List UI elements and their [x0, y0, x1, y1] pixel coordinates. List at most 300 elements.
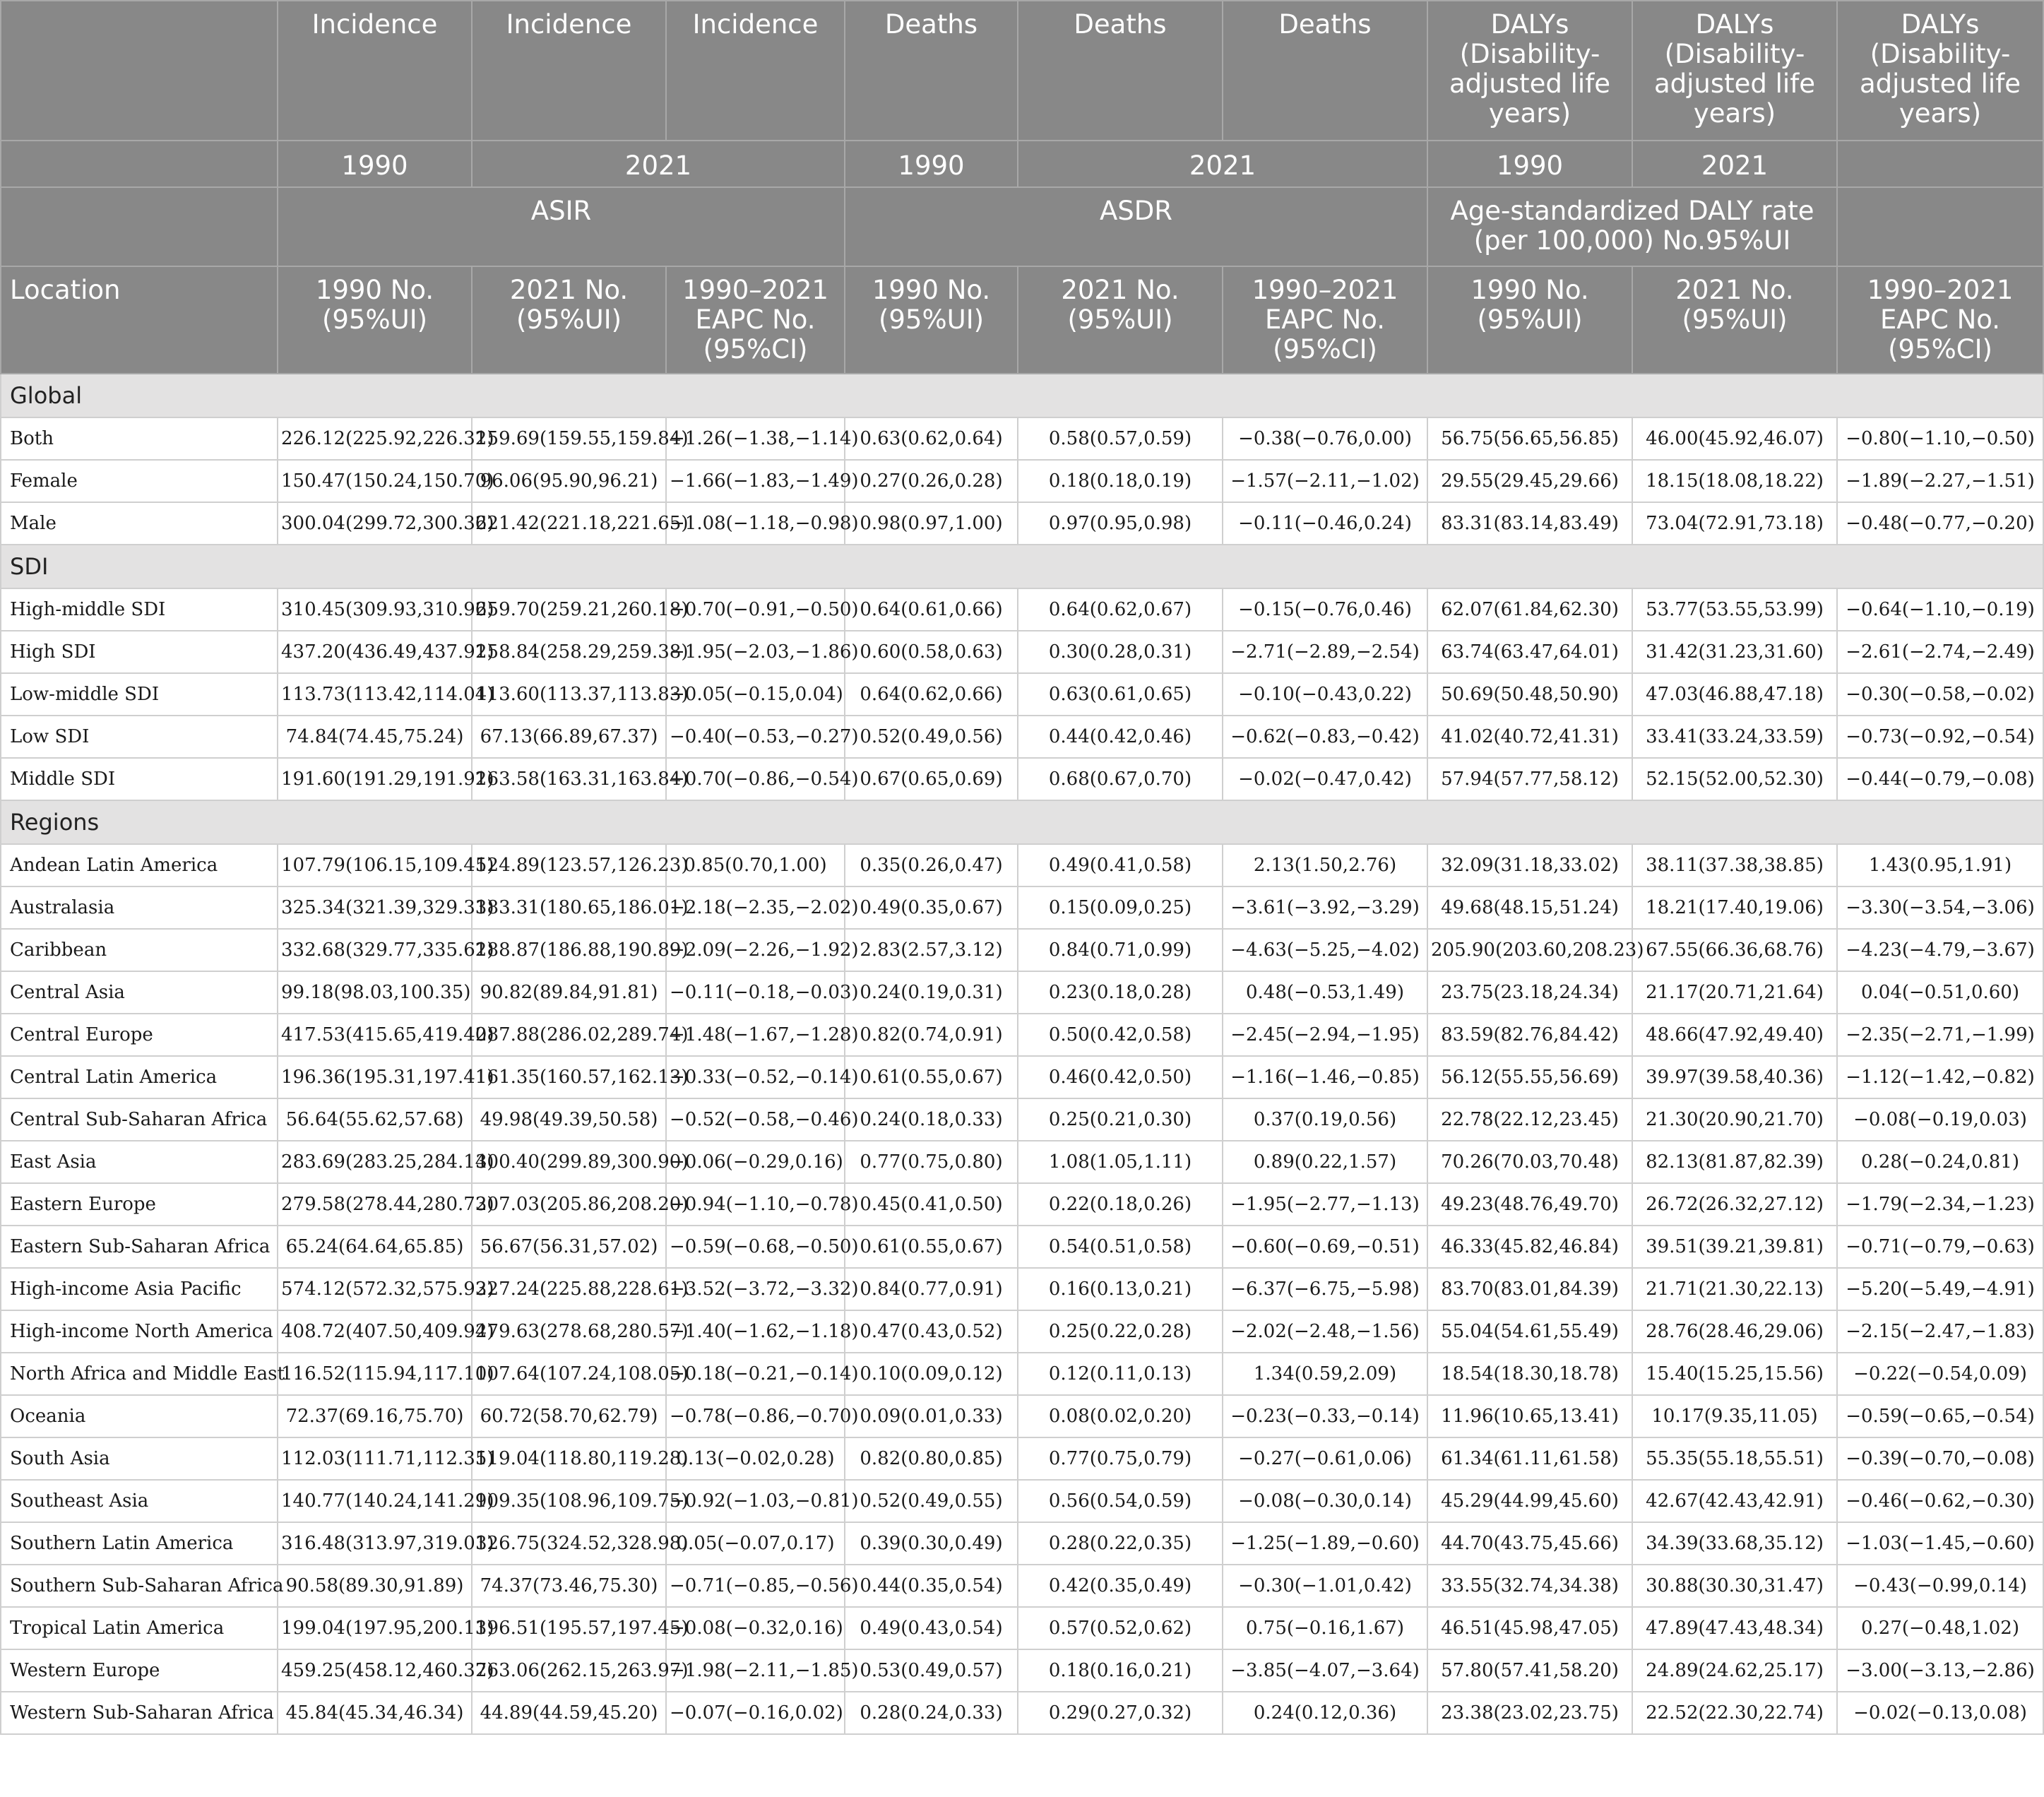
table-row — [1, 502, 2043, 545]
value-cell: 300.40(299.89,300.90) — [472, 1141, 666, 1183]
header-blank — [1837, 187, 2043, 266]
value-cell: 33.55(32.74,34.38) — [1427, 1565, 1632, 1607]
location-cell: High-income North America — [1, 1310, 278, 1353]
value-cell: 0.45(0.41,0.50) — [845, 1183, 1018, 1226]
table-row — [1, 1522, 2043, 1565]
value-cell: 0.48(−0.53,1.49) — [1223, 971, 1427, 1014]
value-cell: −0.02(−0.13,0.08) — [1837, 1692, 2043, 1734]
location-cell: Female — [1, 460, 278, 502]
value-cell: −0.15(−0.76,0.46) — [1223, 588, 1427, 631]
section-row — [1, 545, 2043, 588]
value-cell: −1.48(−1.67,−1.28) — [666, 1014, 845, 1056]
location-cell: Middle SDI — [1, 758, 278, 800]
table-header — [1, 1, 2043, 374]
value-cell: 49.23(48.76,49.70) — [1427, 1183, 1632, 1226]
location-cell: Southern Sub-Saharan Africa — [1, 1565, 278, 1607]
value-cell: 0.58(0.57,0.59) — [1018, 417, 1223, 460]
value-cell: −1.08(−1.18,−0.98) — [666, 502, 845, 545]
value-cell: −0.22(−0.54,0.09) — [1837, 1353, 2043, 1395]
value-cell: 0.46(0.42,0.50) — [1018, 1056, 1223, 1098]
value-cell: 227.24(225.88,228.61) — [472, 1268, 666, 1310]
value-cell: 55.04(54.61,55.49) — [1427, 1310, 1632, 1353]
value-cell: 332.68(329.77,335.62) — [278, 929, 472, 971]
header-year: 2021 — [472, 141, 845, 187]
value-cell: −0.43(−0.99,0.14) — [1837, 1565, 2043, 1607]
header-row-metric — [1, 187, 2043, 266]
value-cell: 83.70(83.01,84.39) — [1427, 1268, 1632, 1310]
value-cell: 39.97(39.58,40.36) — [1632, 1056, 1837, 1098]
value-cell: 279.58(278.44,280.73) — [278, 1183, 472, 1226]
value-cell: −0.48(−0.77,−0.20) — [1837, 502, 2043, 545]
section-row — [1, 374, 2043, 417]
table-row — [1, 758, 2043, 800]
value-cell: 0.08(0.02,0.20) — [1018, 1395, 1223, 1437]
header-year: 1990 — [278, 141, 472, 187]
value-cell: −0.70(−0.91,−0.50) — [666, 588, 845, 631]
value-cell: −1.66(−1.83,−1.49) — [666, 460, 845, 502]
value-cell: 417.53(415.65,419.40) — [278, 1014, 472, 1056]
value-cell: 0.64(0.61,0.66) — [845, 588, 1018, 631]
value-cell: 73.04(72.91,73.18) — [1632, 502, 1837, 545]
value-cell: 42.67(42.43,42.91) — [1632, 1480, 1837, 1522]
value-cell: 263.06(262.15,263.97) — [472, 1649, 666, 1692]
value-cell: 0.49(0.41,0.58) — [1018, 844, 1223, 886]
value-cell: 0.53(0.49,0.57) — [845, 1649, 1018, 1692]
value-cell: 0.77(0.75,0.80) — [845, 1141, 1018, 1183]
value-cell: 316.48(313.97,319.01) — [278, 1522, 472, 1565]
value-cell: 1.34(0.59,2.09) — [1223, 1353, 1427, 1395]
value-cell: 18.21(17.40,19.06) — [1632, 886, 1837, 929]
value-cell: 107.79(106.15,109.45) — [278, 844, 472, 886]
value-cell: 62.07(61.84,62.30) — [1427, 588, 1632, 631]
value-cell: 46.33(45.82,46.84) — [1427, 1226, 1632, 1268]
value-cell: −0.08(−0.19,0.03) — [1837, 1098, 2043, 1141]
value-cell: 0.42(0.35,0.49) — [1018, 1565, 1223, 1607]
value-cell: 82.13(81.87,82.39) — [1632, 1141, 1837, 1183]
value-cell: −0.18(−0.21,−0.14) — [666, 1353, 845, 1395]
value-cell: 15.40(15.25,15.56) — [1632, 1353, 1837, 1395]
header-column: 1990 No.(95%UI) — [1427, 266, 1632, 374]
header-deaths: Deaths — [1018, 1, 1223, 141]
value-cell: 0.61(0.55,0.67) — [845, 1226, 1018, 1268]
value-cell: 0.24(0.19,0.31) — [845, 971, 1018, 1014]
value-cell: 205.90(203.60,208.23) — [1427, 929, 1632, 971]
value-cell: 196.36(195.31,197.41) — [278, 1056, 472, 1098]
header-row-year — [1, 141, 2043, 187]
header-blank — [1837, 141, 2043, 187]
location-cell: Male — [1, 502, 278, 545]
value-cell: 150.47(150.24,150.70) — [278, 460, 472, 502]
value-cell: 300.04(299.72,300.36) — [278, 502, 472, 545]
value-cell: 0.64(0.62,0.66) — [845, 673, 1018, 716]
location-cell: Central Europe — [1, 1014, 278, 1056]
value-cell: 0.16(0.13,0.21) — [1018, 1268, 1223, 1310]
value-cell: 0.28(−0.24,0.81) — [1837, 1141, 2043, 1183]
table-row — [1, 971, 2043, 1014]
table-row — [1, 1649, 2043, 1692]
value-cell: 199.04(197.95,200.13) — [278, 1607, 472, 1649]
value-cell: 0.77(0.75,0.79) — [1018, 1437, 1223, 1480]
section-title: Regions — [1, 800, 2043, 844]
value-cell: 18.54(18.30,18.78) — [1427, 1353, 1632, 1395]
value-cell: 0.50(0.42,0.58) — [1018, 1014, 1223, 1056]
value-cell: 10.17(9.35,11.05) — [1632, 1395, 1837, 1437]
value-cell: 57.94(57.77,58.12) — [1427, 758, 1632, 800]
value-cell: 574.12(572.32,575.93) — [278, 1268, 472, 1310]
table-row — [1, 1056, 2043, 1098]
value-cell: 0.28(0.22,0.35) — [1018, 1522, 1223, 1565]
value-cell: 188.87(186.88,190.89) — [472, 929, 666, 971]
value-cell: −2.61(−2.74,−2.49) — [1837, 631, 2043, 673]
value-cell: 34.39(33.68,35.12) — [1632, 1522, 1837, 1565]
table-row — [1, 1353, 2043, 1395]
value-cell: 74.37(73.46,75.30) — [472, 1565, 666, 1607]
table-row — [1, 1014, 2043, 1056]
table-row — [1, 588, 2043, 631]
value-cell: −0.59(−0.65,−0.54) — [1837, 1395, 2043, 1437]
value-cell: 29.55(29.45,29.66) — [1427, 460, 1632, 502]
value-cell: −0.46(−0.62,−0.30) — [1837, 1480, 2043, 1522]
table-row — [1, 417, 2043, 460]
value-cell: 0.39(0.30,0.49) — [845, 1522, 1018, 1565]
value-cell: 31.42(31.23,31.60) — [1632, 631, 1837, 673]
value-cell: −0.23(−0.33,−0.14) — [1223, 1395, 1427, 1437]
value-cell: 163.58(163.31,163.84) — [472, 758, 666, 800]
value-cell: −2.09(−2.26,−1.92) — [666, 929, 845, 971]
value-cell: 83.31(83.14,83.49) — [1427, 502, 1632, 545]
value-cell: 28.76(28.46,29.06) — [1632, 1310, 1837, 1353]
value-cell: 0.52(0.49,0.55) — [845, 1480, 1018, 1522]
value-cell: 49.68(48.15,51.24) — [1427, 886, 1632, 929]
value-cell: 191.60(191.29,191.92) — [278, 758, 472, 800]
value-cell: 47.03(46.88,47.18) — [1632, 673, 1837, 716]
value-cell: −0.73(−0.92,−0.54) — [1837, 716, 2043, 758]
table-row — [1, 673, 2043, 716]
table-row — [1, 716, 2043, 758]
value-cell: −6.37(−6.75,−5.98) — [1223, 1268, 1427, 1310]
value-cell: 56.64(55.62,57.68) — [278, 1098, 472, 1141]
value-cell: 83.59(82.76,84.42) — [1427, 1014, 1632, 1056]
location-cell: Oceania — [1, 1395, 278, 1437]
section-title: Global — [1, 374, 2043, 417]
value-cell: 0.23(0.18,0.28) — [1018, 971, 1223, 1014]
section-row — [1, 800, 2043, 844]
value-cell: −0.06(−0.29,0.16) — [666, 1141, 845, 1183]
section-title: SDI — [1, 545, 2043, 588]
location-cell: Low SDI — [1, 716, 278, 758]
value-cell: 0.85(0.70,1.00) — [666, 844, 845, 886]
value-cell: 113.73(113.42,114.04) — [278, 673, 472, 716]
value-cell: −0.02(−0.47,0.42) — [1223, 758, 1427, 800]
value-cell: 326.75(324.52,328.98) — [472, 1522, 666, 1565]
location-cell: Caribbean — [1, 929, 278, 971]
value-cell: 113.60(113.37,113.83) — [472, 673, 666, 716]
value-cell: −0.60(−0.69,−0.51) — [1223, 1226, 1427, 1268]
value-cell: 0.75(−0.16,1.67) — [1223, 1607, 1427, 1649]
value-cell: −0.40(−0.53,−0.27) — [666, 716, 845, 758]
value-cell: 0.61(0.55,0.67) — [845, 1056, 1018, 1098]
value-cell: −3.61(−3.92,−3.29) — [1223, 886, 1427, 929]
value-cell: 44.89(44.59,45.20) — [472, 1692, 666, 1734]
table-row — [1, 1395, 2043, 1437]
table-body — [1, 374, 2043, 1734]
value-cell: 0.28(0.24,0.33) — [845, 1692, 1018, 1734]
value-cell: 56.12(55.55,56.69) — [1427, 1056, 1632, 1098]
value-cell: −3.30(−3.54,−3.06) — [1837, 886, 2043, 929]
value-cell: −4.23(−4.79,−3.67) — [1837, 929, 2043, 971]
value-cell: −0.70(−0.86,−0.54) — [666, 758, 845, 800]
value-cell: −3.00(−3.13,−2.86) — [1837, 1649, 2043, 1692]
table-row — [1, 1098, 2043, 1141]
table-row — [1, 1437, 2043, 1480]
value-cell: 0.84(0.77,0.91) — [845, 1268, 1018, 1310]
value-cell: 283.69(283.25,284.14) — [278, 1141, 472, 1183]
value-cell: 0.09(0.01,0.33) — [845, 1395, 1018, 1437]
value-cell: −0.10(−0.43,0.22) — [1223, 673, 1427, 716]
value-cell: −1.03(−1.45,−0.60) — [1837, 1522, 2043, 1565]
value-cell: 30.88(30.30,31.47) — [1632, 1565, 1837, 1607]
value-cell: 0.44(0.42,0.46) — [1018, 716, 1223, 758]
value-cell: 65.24(64.64,65.85) — [278, 1226, 472, 1268]
value-cell: −0.38(−0.76,0.00) — [1223, 417, 1427, 460]
header-column: 1990–2021 EAPC No.(95%CI) — [1223, 266, 1427, 374]
value-cell: −0.78(−0.86,−0.70) — [666, 1395, 845, 1437]
value-cell: 70.26(70.03,70.48) — [1427, 1141, 1632, 1183]
value-cell: 22.52(22.30,22.74) — [1632, 1692, 1837, 1734]
value-cell: 119.04(118.80,119.28) — [472, 1437, 666, 1480]
value-cell: 408.72(407.50,409.94) — [278, 1310, 472, 1353]
location-cell: High-income Asia Pacific — [1, 1268, 278, 1310]
location-cell: Southeast Asia — [1, 1480, 278, 1522]
value-cell: −1.25(−1.89,−0.60) — [1223, 1522, 1427, 1565]
location-cell: Southern Latin America — [1, 1522, 278, 1565]
header-dalys: DALYs (Disability-adjusted life years) — [1837, 1, 2043, 141]
header-column: 2021 No.(95%UI) — [1632, 266, 1837, 374]
value-cell: 57.80(57.41,58.20) — [1427, 1649, 1632, 1692]
value-cell: 52.15(52.00,52.30) — [1632, 758, 1837, 800]
value-cell: 38.11(37.38,38.85) — [1632, 844, 1837, 886]
value-cell: −0.33(−0.52,−0.14) — [666, 1056, 845, 1098]
value-cell: 44.70(43.75,45.66) — [1427, 1522, 1632, 1565]
table-row — [1, 1268, 2043, 1310]
header-corner — [1, 1, 278, 141]
value-cell: 47.89(47.43,48.34) — [1632, 1607, 1837, 1649]
value-cell: 0.63(0.62,0.64) — [845, 417, 1018, 460]
header-daly-rate: Age-standardized DALY rate (per 100,000) No.95%UI — [1427, 187, 1837, 266]
value-cell: 0.24(0.18,0.33) — [845, 1098, 1018, 1141]
header-corner — [1, 141, 278, 187]
value-cell: −4.63(−5.25,−4.02) — [1223, 929, 1427, 971]
value-cell: 0.27(−0.48,1.02) — [1837, 1607, 2043, 1649]
table-row — [1, 1692, 2043, 1734]
value-cell: −2.71(−2.89,−2.54) — [1223, 631, 1427, 673]
value-cell: −0.07(−0.16,0.02) — [666, 1692, 845, 1734]
table-row — [1, 631, 2043, 673]
value-cell: 39.51(39.21,39.81) — [1632, 1226, 1837, 1268]
value-cell: −1.89(−2.27,−1.51) — [1837, 460, 2043, 502]
value-cell: 46.51(45.98,47.05) — [1427, 1607, 1632, 1649]
header-incidence: Incidence — [278, 1, 472, 141]
value-cell: 109.35(108.96,109.75) — [472, 1480, 666, 1522]
value-cell: −0.80(−1.10,−0.50) — [1837, 417, 2043, 460]
value-cell: 0.25(0.21,0.30) — [1018, 1098, 1223, 1141]
value-cell: 2.83(2.57,3.12) — [845, 929, 1018, 971]
location-cell: Western Europe — [1, 1649, 278, 1692]
value-cell: 0.27(0.26,0.28) — [845, 460, 1018, 502]
value-cell: 0.82(0.80,0.85) — [845, 1437, 1018, 1480]
value-cell: 0.57(0.52,0.62) — [1018, 1607, 1223, 1649]
header-asir: ASIR — [278, 187, 845, 266]
table-row — [1, 844, 2043, 886]
value-cell: −0.08(−0.30,0.14) — [1223, 1480, 1427, 1522]
value-cell: 53.77(53.55,53.99) — [1632, 588, 1837, 631]
location-cell: East Asia — [1, 1141, 278, 1183]
value-cell: 0.15(0.09,0.25) — [1018, 886, 1223, 929]
value-cell: 0.04(−0.51,0.60) — [1837, 971, 2043, 1014]
value-cell: 90.58(89.30,91.89) — [278, 1565, 472, 1607]
header-asdr: ASDR — [845, 187, 1427, 266]
value-cell: 0.67(0.65,0.69) — [845, 758, 1018, 800]
value-cell: −5.20(−5.49,−4.91) — [1837, 1268, 2043, 1310]
value-cell: 33.41(33.24,33.59) — [1632, 716, 1837, 758]
value-cell: 207.03(205.86,208.20) — [472, 1183, 666, 1226]
value-cell: 0.37(0.19,0.56) — [1223, 1098, 1427, 1141]
location-cell: Central Sub-Saharan Africa — [1, 1098, 278, 1141]
value-cell: 26.72(26.32,27.12) — [1632, 1183, 1837, 1226]
value-cell: −1.12(−1.42,−0.82) — [1837, 1056, 2043, 1098]
value-cell: −2.02(−2.48,−1.56) — [1223, 1310, 1427, 1353]
value-cell: 310.45(309.93,310.96) — [278, 588, 472, 631]
header-row-measure — [1, 1, 2043, 141]
value-cell: 0.52(0.49,0.56) — [845, 716, 1018, 758]
value-cell: 50.69(50.48,50.90) — [1427, 673, 1632, 716]
value-cell: −1.95(−2.77,−1.13) — [1223, 1183, 1427, 1226]
location-cell: Tropical Latin America — [1, 1607, 278, 1649]
location-cell: South Asia — [1, 1437, 278, 1480]
value-cell: 116.52(115.94,117.10) — [278, 1353, 472, 1395]
value-cell: 0.49(0.43,0.54) — [845, 1607, 1018, 1649]
value-cell: 90.82(89.84,91.81) — [472, 971, 666, 1014]
value-cell: 0.30(0.28,0.31) — [1018, 631, 1223, 673]
value-cell: −0.08(−0.32,0.16) — [666, 1607, 845, 1649]
header-year: 2021 — [1632, 141, 1837, 187]
location-cell: Eastern Europe — [1, 1183, 278, 1226]
value-cell: −0.92(−1.03,−0.81) — [666, 1480, 845, 1522]
value-cell: 124.89(123.57,126.23) — [472, 844, 666, 886]
value-cell: 325.34(321.39,329.33) — [278, 886, 472, 929]
value-cell: 0.84(0.71,0.99) — [1018, 929, 1223, 971]
value-cell: 287.88(286.02,289.74) — [472, 1014, 666, 1056]
value-cell: 112.03(111.71,112.35) — [278, 1437, 472, 1480]
table-row — [1, 929, 2043, 971]
value-cell: 67.55(66.36,68.76) — [1632, 929, 1837, 971]
header-incidence: Incidence — [666, 1, 845, 141]
value-cell: −2.18(−2.35,−2.02) — [666, 886, 845, 929]
value-cell: 45.29(44.99,45.60) — [1427, 1480, 1632, 1522]
header-corner — [1, 187, 278, 266]
value-cell: 72.37(69.16,75.70) — [278, 1395, 472, 1437]
value-cell: −3.52(−3.72,−3.32) — [666, 1268, 845, 1310]
value-cell: 55.35(55.18,55.51) — [1632, 1437, 1837, 1480]
value-cell: −0.05(−0.15,0.04) — [666, 673, 845, 716]
value-cell: 32.09(31.18,33.02) — [1427, 844, 1632, 886]
value-cell: 161.35(160.57,162.13) — [472, 1056, 666, 1098]
value-cell: 0.60(0.58,0.63) — [845, 631, 1018, 673]
value-cell: −0.30(−1.01,0.42) — [1223, 1565, 1427, 1607]
value-cell: 0.18(0.16,0.21) — [1018, 1649, 1223, 1692]
value-cell: 67.13(66.89,67.37) — [472, 716, 666, 758]
value-cell: −3.85(−4.07,−3.64) — [1223, 1649, 1427, 1692]
location-cell: High-middle SDI — [1, 588, 278, 631]
value-cell: −2.15(−2.47,−1.83) — [1837, 1310, 2043, 1353]
location-cell: Australasia — [1, 886, 278, 929]
value-cell: −0.30(−0.58,−0.02) — [1837, 673, 2043, 716]
header-row-columns — [1, 266, 2043, 374]
value-cell: 21.30(20.90,21.70) — [1632, 1098, 1837, 1141]
header-year: 2021 — [1018, 141, 1427, 187]
value-cell: −0.62(−0.83,−0.42) — [1223, 716, 1427, 758]
value-cell: −0.71(−0.79,−0.63) — [1837, 1226, 2043, 1268]
table-row — [1, 1565, 2043, 1607]
value-cell: 24.89(24.62,25.17) — [1632, 1649, 1837, 1692]
table-row — [1, 886, 2043, 929]
value-cell: −2.45(−2.94,−1.95) — [1223, 1014, 1427, 1056]
value-cell: 23.38(23.02,23.75) — [1427, 1692, 1632, 1734]
header-incidence: Incidence — [472, 1, 666, 141]
value-cell: −2.35(−2.71,−1.99) — [1837, 1014, 2043, 1056]
value-cell: 0.97(0.95,0.98) — [1018, 502, 1223, 545]
value-cell: 21.71(21.30,22.13) — [1632, 1268, 1837, 1310]
value-cell: 258.84(258.29,259.38) — [472, 631, 666, 673]
value-cell: 18.15(18.08,18.22) — [1632, 460, 1837, 502]
value-cell: 1.43(0.95,1.91) — [1837, 844, 2043, 886]
value-cell: 0.63(0.61,0.65) — [1018, 673, 1223, 716]
value-cell: 96.06(95.90,96.21) — [472, 460, 666, 502]
location-cell: North Africa and Middle East — [1, 1353, 278, 1395]
value-cell: 23.75(23.18,24.34) — [1427, 971, 1632, 1014]
header-column: 1990–2021 EAPC No.(95%CI) — [666, 266, 845, 374]
value-cell: 48.66(47.92,49.40) — [1632, 1014, 1837, 1056]
header-column: 2021 No.(95%UI) — [1018, 266, 1223, 374]
value-cell: 140.77(140.24,141.29) — [278, 1480, 472, 1522]
value-cell: −1.40(−1.62,−1.18) — [666, 1310, 845, 1353]
table-row — [1, 1183, 2043, 1226]
location-cell: Andean Latin America — [1, 844, 278, 886]
value-cell: 60.72(58.70,62.79) — [472, 1395, 666, 1437]
value-cell: 0.49(0.35,0.67) — [845, 886, 1018, 929]
value-cell: 221.42(221.18,221.65) — [472, 502, 666, 545]
location-cell: Low-middle SDI — [1, 673, 278, 716]
value-cell: 21.17(20.71,21.64) — [1632, 971, 1837, 1014]
value-cell: 0.12(0.11,0.13) — [1018, 1353, 1223, 1395]
value-cell: −0.11(−0.18,−0.03) — [666, 971, 845, 1014]
value-cell: 0.10(0.09,0.12) — [845, 1353, 1018, 1395]
value-cell: −1.16(−1.46,−0.85) — [1223, 1056, 1427, 1098]
location-cell: High SDI — [1, 631, 278, 673]
value-cell: −0.27(−0.61,0.06) — [1223, 1437, 1427, 1480]
value-cell: 0.98(0.97,1.00) — [845, 502, 1018, 545]
location-cell: Eastern Sub-Saharan Africa — [1, 1226, 278, 1268]
value-cell: 0.13(−0.02,0.28) — [666, 1437, 845, 1480]
header-column: 1990 No.(95%UI) — [278, 266, 472, 374]
value-cell: 0.64(0.62,0.67) — [1018, 588, 1223, 631]
value-cell: −0.71(−0.85,−0.56) — [666, 1565, 845, 1607]
value-cell: −0.44(−0.79,−0.08) — [1837, 758, 2043, 800]
value-cell: 56.75(56.65,56.85) — [1427, 417, 1632, 460]
value-cell: 61.34(61.11,61.58) — [1427, 1437, 1632, 1480]
value-cell: 0.22(0.18,0.26) — [1018, 1183, 1223, 1226]
value-cell: 0.89(0.22,1.57) — [1223, 1141, 1427, 1183]
